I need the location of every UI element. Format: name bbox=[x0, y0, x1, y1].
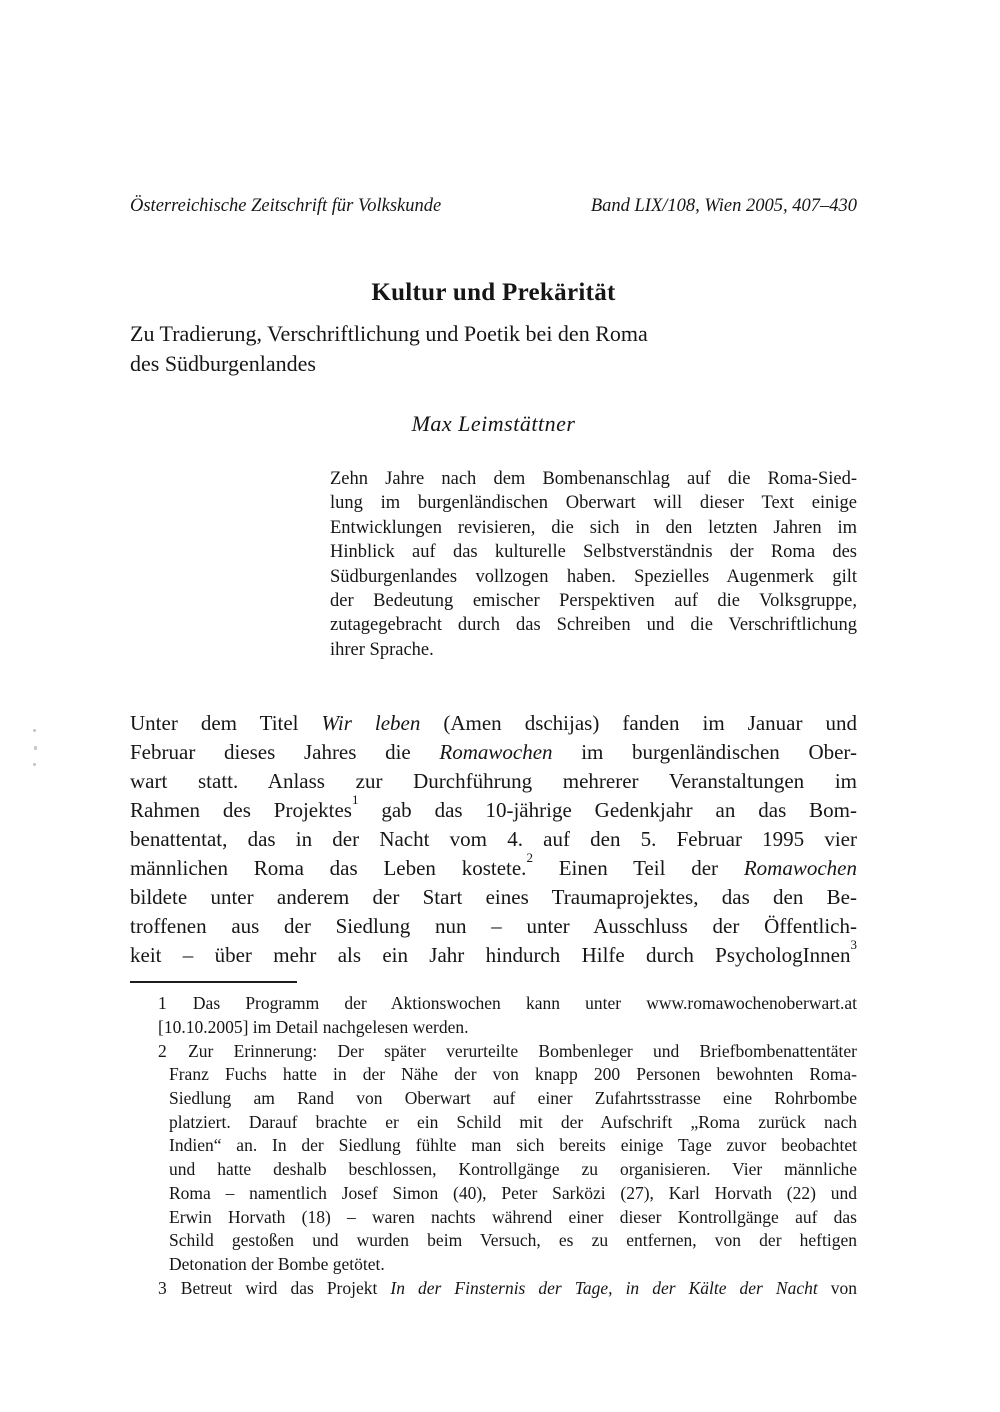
text-line: keit – über mehr als ein Jahr hindurch Hilfe durch PsychologInnen$^3$ bbox=[130, 936, 857, 968]
text-line: Unter dem Titel Wir leben (Amen dschijas) fanden im Januar und bbox=[130, 711, 857, 736]
footnote bbox=[130, 1277, 857, 1301]
text-line: lung im burgenländischen Oberwart will dieser Text einige bbox=[330, 493, 857, 514]
footnote-line: Detonation der Bombe getötet. bbox=[169, 1253, 385, 1274]
footnote-line: 1 Das Programm der Aktionswochen kann unter www.romawochenoberwart.at bbox=[158, 993, 857, 1014]
text-line: zutagegebracht durch das Schreiben und die Verschriftlichung bbox=[330, 615, 857, 636]
journal-name: Österreichische Zeitschrift für Volkskunde bbox=[130, 196, 442, 216]
text-line: wart statt. Anlass zur Durchführung mehrerer Veranstaltungen im bbox=[130, 769, 857, 794]
text-line: Hinblick auf das kulturelle Selbstverständnis der Roma des bbox=[330, 542, 857, 563]
footnote-line: platziert. Darauf brachte er ein Schild mit der Aufschrift „Roma zurück nach bbox=[169, 1111, 857, 1132]
footnote bbox=[130, 1040, 857, 1277]
volume-info: Band LIX/108, Wien 2005, 407–430 bbox=[590, 196, 857, 216]
text-line: männlichen Roma das Leben kostete.$^2$ Einen Teil der Romawochen bbox=[130, 849, 857, 881]
text-line: benattentat, das in der Nacht vom 4. auf den 5. Februar 1995 vier bbox=[130, 827, 857, 852]
footnote-line: 3 Betreut wird das Projekt In der Finsternis der Tage, in der Kälte der Nacht von bbox=[158, 1277, 857, 1298]
text-line: Zehn Jahre nach dem Bombenanschlag auf die Roma-Sied- bbox=[330, 469, 857, 489]
text-line: Rahmen des Projektes$^1$ gab das 10-jährige Gedenkjahr an das Bom- bbox=[130, 791, 857, 823]
footnote-number: 2 bbox=[158, 1040, 167, 1061]
abstract-block bbox=[330, 467, 857, 662]
article-subtitle bbox=[130, 319, 857, 379]
text-line: Entwicklungen revisieren, die sich in den letzten Jahren im bbox=[330, 517, 857, 538]
footnote-line: Roma – namentlich Josef Simon (40), Peter Sarközi (27), Karl Horvath (22) und bbox=[169, 1182, 857, 1203]
footnote-number: 1 bbox=[158, 993, 167, 1014]
footnote-line: [10.10.2005] im Detail nachgelesen werden. bbox=[158, 1016, 469, 1037]
text-line: des Südburgenlandes bbox=[130, 351, 316, 376]
article-title: Kultur und Prekärität bbox=[371, 279, 616, 306]
footnote-line: Franz Fuchs hatte in der Nähe der von knapp 200 Personen bewohnten Roma- bbox=[169, 1064, 857, 1085]
text-line: Südburgenlandes vollzogen haben. Spezielles Augenmerk gilt bbox=[330, 566, 857, 587]
footnote bbox=[130, 992, 857, 1039]
text-line: der Bedeutung emischer Perspektiven auf die Volksgruppe, bbox=[330, 591, 857, 612]
footnote-line: 2 Zur Erinnerung: Der später verurteilte Bombenleger und Briefbombenattentäter bbox=[158, 1040, 857, 1061]
text-line: troffenen aus der Siedlung nun – unter Ausschluss der Öffentlich- bbox=[130, 914, 857, 939]
footnote-line: Schild gestoßen und wurden beim Versuch, es zu entfernen, von der heftigen bbox=[169, 1230, 857, 1251]
footnote-line: Indien“ an. In der Siedlung fühlte man sich bereits einige Tage zuvor beobachtet bbox=[169, 1135, 857, 1156]
footnote-line: und hatte deshalb beschlossen, Kontrollgänge zu organisieren. Vier männliche bbox=[169, 1159, 857, 1180]
text-line: Zu Tradierung, Verschriftlichung und Poetik bei den Roma bbox=[130, 321, 648, 346]
text-line: ihrer Sprache. bbox=[330, 639, 434, 660]
body-paragraph bbox=[130, 709, 857, 970]
author-name: Max Leimstättner bbox=[411, 411, 576, 436]
journal-header bbox=[130, 193, 857, 219]
footnotes-section bbox=[130, 992, 857, 1300]
footnote-line: Siedlung am Rand von Oberwart auf einer Zufahrtsstrasse eine Rohrbombe bbox=[169, 1088, 857, 1109]
footnote-line: Erwin Horvath (18) – waren nachts während einer dieser Kontrollgänge auf das bbox=[169, 1206, 857, 1227]
footnote-separator bbox=[130, 981, 297, 983]
text-line: Februar dieses Jahres die Romawochen im burgenländischen Ober- bbox=[130, 740, 857, 765]
text-line: bildete unter anderem der Start eines Traumaprojektes, das den Be- bbox=[130, 885, 857, 910]
footnote-number: 3 bbox=[158, 1277, 167, 1298]
